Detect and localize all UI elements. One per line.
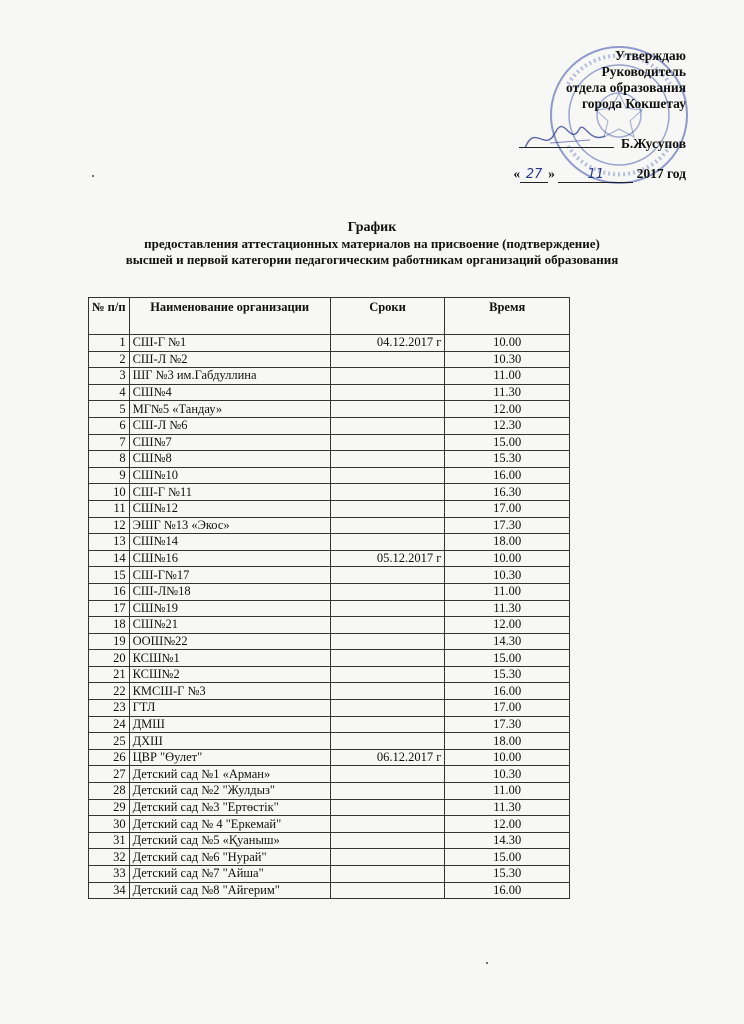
organization-cell: ООШ№22 — [129, 633, 330, 650]
title-line-1: предоставления аттестационных материалов на присвоение (подтверждение) — [144, 236, 600, 251]
time-cell: 16.00 — [445, 882, 570, 899]
header-num: № п/п — [89, 298, 130, 335]
date-cell — [330, 351, 445, 368]
time-cell: 10.30 — [445, 766, 570, 783]
organization-cell: КСШ№2 — [129, 666, 330, 683]
date-year: 2017 год — [636, 166, 686, 181]
row-number-cell: 7 — [89, 434, 130, 451]
table-row — [89, 882, 570, 899]
table-header-row — [89, 298, 570, 335]
title-line-2: высшей и первой категории педагогическим работникам организаций образования — [125, 252, 619, 267]
time-cell: 15.00 — [445, 650, 570, 667]
header-time: Время — [445, 298, 570, 335]
table-row — [89, 500, 570, 517]
table-body — [89, 335, 570, 899]
row-number-cell: 3 — [89, 368, 130, 385]
organization-cell: ГТЛ — [129, 700, 330, 717]
row-number-cell: 27 — [89, 766, 130, 783]
date-cell — [330, 633, 445, 650]
date-cell — [330, 417, 445, 434]
time-cell: 17.30 — [445, 716, 570, 733]
organization-cell: ЦВР "Өулет" — [129, 749, 330, 766]
table-row — [89, 799, 570, 816]
organization-cell: ШГ №3 им.Габдуллина — [129, 368, 330, 385]
organization-cell: Детский сад №2 "Жулдыз" — [129, 783, 330, 800]
header-org: Наименование организации — [129, 298, 330, 335]
organization-cell: СШ-Г№17 — [129, 567, 330, 584]
date-cell — [330, 567, 445, 584]
title-main: График — [347, 220, 397, 235]
organization-cell: СШ-Л №2 — [129, 351, 330, 368]
table-row — [89, 700, 570, 717]
organization-cell: СШ№16 — [129, 550, 330, 567]
document-title — [0, 220, 744, 268]
organization-cell: СШ№7 — [129, 434, 330, 451]
table-row — [89, 849, 570, 866]
date-cell — [330, 467, 445, 484]
time-cell: 16.00 — [445, 683, 570, 700]
table-row — [89, 467, 570, 484]
date-cell: 06.12.2017 г — [330, 749, 445, 766]
date-cell — [330, 849, 445, 866]
row-number-cell: 8 — [89, 451, 130, 468]
time-cell: 15.30 — [445, 866, 570, 883]
table-row — [89, 351, 570, 368]
date-cell — [330, 683, 445, 700]
table-row — [89, 567, 570, 584]
table-row — [89, 832, 570, 849]
time-cell: 17.00 — [445, 700, 570, 717]
table-row — [89, 517, 570, 534]
organization-cell: ЭШГ №13 «Экос» — [129, 517, 330, 534]
time-cell: 12.00 — [445, 401, 570, 418]
date-cell — [330, 384, 445, 401]
row-number-cell: 21 — [89, 666, 130, 683]
date-day: 27 — [520, 167, 548, 183]
date-cell — [330, 451, 445, 468]
date-cell — [330, 583, 445, 600]
signature-line — [519, 135, 686, 152]
table-row — [89, 683, 570, 700]
date-cell — [330, 733, 445, 750]
row-number-cell: 23 — [89, 700, 130, 717]
row-number-cell: 34 — [89, 882, 130, 899]
time-cell: 15.30 — [445, 451, 570, 468]
time-cell: 10.30 — [445, 351, 570, 368]
approval-line: Утверждаю — [614, 48, 686, 63]
time-cell: 11.00 — [445, 783, 570, 800]
row-number-cell: 11 — [89, 500, 130, 517]
date-cell — [330, 766, 445, 783]
time-cell: 10.00 — [445, 550, 570, 567]
time-cell: 12.30 — [445, 417, 570, 434]
row-number-cell: 5 — [89, 401, 130, 418]
approval-line: Руководитель — [601, 64, 686, 79]
row-number-cell: 14 — [89, 550, 130, 567]
row-number-cell: 18 — [89, 617, 130, 634]
date-cell — [330, 650, 445, 667]
row-number-cell: 25 — [89, 733, 130, 750]
row-number-cell: 6 — [89, 417, 130, 434]
table-row — [89, 550, 570, 567]
organization-cell: Детский сад №6 "Нурай" — [129, 849, 330, 866]
row-number-cell: 33 — [89, 866, 130, 883]
organization-cell: КСШ№1 — [129, 650, 330, 667]
table-row — [89, 749, 570, 766]
table-row — [89, 368, 570, 385]
organization-cell: СШ№8 — [129, 451, 330, 468]
time-cell: 11.00 — [445, 583, 570, 600]
time-cell: 18.00 — [445, 534, 570, 551]
row-number-cell: 2 — [89, 351, 130, 368]
organization-cell: Детский сад №5 «Қуаныш» — [129, 832, 330, 849]
date-cell — [330, 716, 445, 733]
approval-date — [513, 166, 686, 183]
date-month: 11 — [558, 167, 633, 183]
time-cell: 10.30 — [445, 567, 570, 584]
row-number-cell: 19 — [89, 633, 130, 650]
header-date: Сроки — [330, 298, 445, 335]
time-cell: 11.30 — [445, 600, 570, 617]
table-row — [89, 417, 570, 434]
row-number-cell: 29 — [89, 799, 130, 816]
table-row — [89, 451, 570, 468]
date-cell: 04.12.2017 г — [330, 335, 445, 352]
table-row — [89, 434, 570, 451]
date-cell — [330, 799, 445, 816]
organization-cell: КМСШ-Г №3 — [129, 683, 330, 700]
time-cell: 17.00 — [445, 500, 570, 517]
date-cell — [330, 700, 445, 717]
table-row — [89, 600, 570, 617]
table-row — [89, 401, 570, 418]
scan-speck — [92, 175, 94, 177]
row-number-cell: 17 — [89, 600, 130, 617]
table-row — [89, 484, 570, 501]
date-cell — [330, 534, 445, 551]
date-cell — [330, 783, 445, 800]
organization-cell: ДХШ — [129, 733, 330, 750]
table-row — [89, 816, 570, 833]
row-number-cell: 24 — [89, 716, 130, 733]
date-cell — [330, 368, 445, 385]
organization-cell: СШ-Г №11 — [129, 484, 330, 501]
date-cell — [330, 484, 445, 501]
date-cell — [330, 866, 445, 883]
date-cell — [330, 434, 445, 451]
date-cell — [330, 517, 445, 534]
organization-cell: Детский сад №7 "Айша" — [129, 866, 330, 883]
row-number-cell: 15 — [89, 567, 130, 584]
organization-cell: СШ№14 — [129, 534, 330, 551]
time-cell: 11.30 — [445, 384, 570, 401]
time-cell: 16.00 — [445, 467, 570, 484]
table-row — [89, 783, 570, 800]
row-number-cell: 10 — [89, 484, 130, 501]
organization-cell: Детский сад №8 "Айгерим" — [129, 882, 330, 899]
organization-cell: Детский сад №3 "Ертөстік" — [129, 799, 330, 816]
organization-cell: СШ№21 — [129, 617, 330, 634]
table-row — [89, 633, 570, 650]
row-number-cell: 13 — [89, 534, 130, 551]
organization-cell: СШ№10 — [129, 467, 330, 484]
date-quote-open: « — [513, 166, 521, 181]
approval-line: отдела образования — [566, 80, 686, 95]
time-cell: 11.00 — [445, 368, 570, 385]
time-cell: 14.30 — [445, 832, 570, 849]
date-cell: 05.12.2017 г — [330, 550, 445, 567]
time-cell: 12.00 — [445, 617, 570, 634]
organization-cell: ДМШ — [129, 716, 330, 733]
time-cell: 17.30 — [445, 517, 570, 534]
row-number-cell: 9 — [89, 467, 130, 484]
time-cell: 14.30 — [445, 633, 570, 650]
table-row — [89, 534, 570, 551]
signature-blank — [519, 135, 614, 148]
row-number-cell: 22 — [89, 683, 130, 700]
row-number-cell: 31 — [89, 832, 130, 849]
date-cell — [330, 600, 445, 617]
organization-cell: Детский сад № 4 "Еркемай" — [129, 816, 330, 833]
date-cell — [330, 500, 445, 517]
time-cell: 15.00 — [445, 849, 570, 866]
scan-speck — [486, 962, 488, 964]
organization-cell: СШ№12 — [129, 500, 330, 517]
table-row — [89, 866, 570, 883]
row-number-cell: 1 — [89, 335, 130, 352]
time-cell: 16.30 — [445, 484, 570, 501]
time-cell: 11.30 — [445, 799, 570, 816]
approval-line: города Кокшетау — [581, 96, 686, 111]
date-cell — [330, 816, 445, 833]
time-cell: 15.00 — [445, 434, 570, 451]
table-row — [89, 583, 570, 600]
table-row — [89, 666, 570, 683]
table-row — [89, 716, 570, 733]
organization-cell: СШ-Г №1 — [129, 335, 330, 352]
organization-cell: СШ№4 — [129, 384, 330, 401]
time-cell: 18.00 — [445, 733, 570, 750]
table-row — [89, 766, 570, 783]
row-number-cell: 12 — [89, 517, 130, 534]
organization-cell: СШ-Л №6 — [129, 417, 330, 434]
date-quote-close: » — [548, 166, 555, 181]
organization-cell: МГ№5 «Тандау» — [129, 401, 330, 418]
time-cell: 15.30 — [445, 666, 570, 683]
table-row — [89, 617, 570, 634]
date-cell — [330, 666, 445, 683]
organization-cell: Детский сад №1 «Арман» — [129, 766, 330, 783]
approval-block — [486, 48, 686, 112]
row-number-cell: 28 — [89, 783, 130, 800]
table-row — [89, 335, 570, 352]
row-number-cell: 4 — [89, 384, 130, 401]
row-number-cell: 32 — [89, 849, 130, 866]
row-number-cell: 26 — [89, 749, 130, 766]
row-number-cell: 30 — [89, 816, 130, 833]
table-row — [89, 650, 570, 667]
date-cell — [330, 882, 445, 899]
date-cell — [330, 832, 445, 849]
table-row — [89, 384, 570, 401]
schedule-table — [88, 297, 570, 899]
time-cell: 12.00 — [445, 816, 570, 833]
time-cell: 10.00 — [445, 749, 570, 766]
row-number-cell: 20 — [89, 650, 130, 667]
date-cell — [330, 401, 445, 418]
organization-cell: СШ-Л№18 — [129, 583, 330, 600]
row-number-cell: 16 — [89, 583, 130, 600]
signer-name: Б.Жусупов — [620, 136, 686, 151]
date-cell — [330, 617, 445, 634]
organization-cell: СШ№19 — [129, 600, 330, 617]
time-cell: 10.00 — [445, 335, 570, 352]
table-row — [89, 733, 570, 750]
